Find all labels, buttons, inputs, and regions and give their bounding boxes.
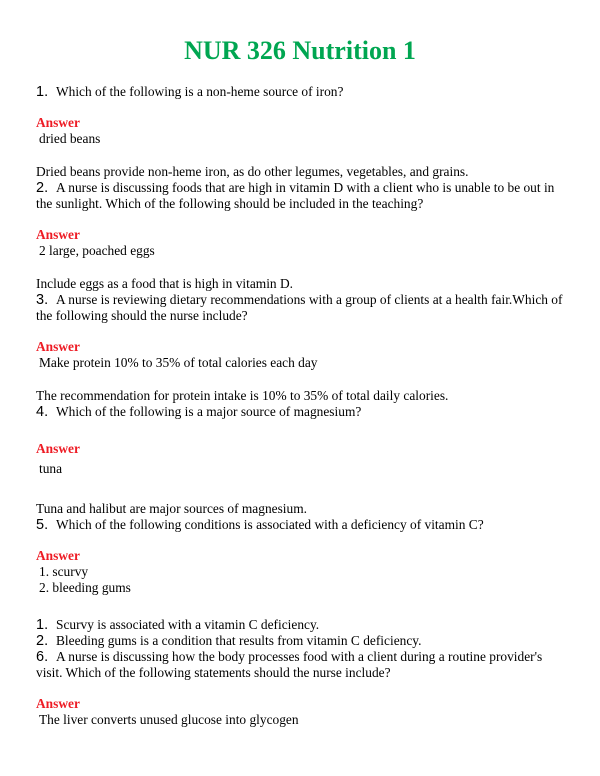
question-text: A nurse is discussing how the body processes food with a client during a routine provider's visit. Which of the following statements should the nurse include? [36, 649, 543, 680]
answer-label: Answer [36, 339, 80, 354]
answer-text: dried beans [39, 131, 101, 146]
question-text: Which of the following is a major source of magnesium? [56, 404, 362, 419]
question-number: 2. [36, 180, 49, 196]
question-5 [36, 517, 572, 533]
answer-label: Answer [36, 115, 80, 130]
question-block-5 [36, 517, 572, 649]
question-text: Which of the following is a non-heme source of iron? [56, 84, 344, 99]
answer-label: Answer [36, 441, 80, 456]
answer-text: 2 large, poached eggs [39, 243, 155, 258]
answer-label: Answer [36, 696, 80, 711]
explanation: Dried beans provide non-heme iron, as do other legumes, vegetables, and grains. [36, 164, 469, 179]
list-number: 1. [36, 617, 49, 633]
question-text: A nurse is discussing foods that are high in vitamin D with a client who is unable to be out in the sunlight. Which of the following should be included in the teaching? [36, 180, 555, 211]
question-number: 6. [36, 649, 49, 665]
question-text: Which of the following conditions is associated with a deficiency of vitamin C? [56, 517, 484, 532]
question-block-1 [36, 84, 572, 180]
explanation: The recommendation for protein intake is 10% to 35% of total daily calories. [36, 388, 449, 403]
question-number: 1. [36, 84, 49, 100]
question-block-3 [36, 292, 572, 404]
answer-label: Answer [36, 227, 80, 242]
answer-label: Answer [36, 548, 80, 563]
explanation-list [36, 617, 572, 649]
question-4 [36, 404, 572, 420]
list-item [36, 633, 572, 649]
question-text: A nurse is reviewing dietary recommendations with a group of clients at a health fair.Which of the following should the nurse include? [36, 292, 563, 323]
explanation: Scurvy is associated with a vitamin C deficiency. [56, 617, 320, 632]
answer-text: The liver converts unused glucose into glycogen [39, 712, 299, 727]
question-block-6 [36, 649, 572, 728]
explanation: Include eggs as a food that is high in vitamin D. [36, 276, 293, 291]
question-number: 4. [36, 404, 49, 420]
answer-text: Make protein 10% to 35% of total calories each day [39, 355, 318, 370]
explanation: Tuna and halibut are major sources of magnesium. [36, 501, 307, 516]
question-number: 3. [36, 292, 49, 308]
question-block-2 [36, 180, 572, 292]
answer-text: 1. scurvy [39, 564, 89, 579]
question-6 [36, 649, 572, 681]
list-item [36, 617, 572, 633]
question-1 [36, 84, 572, 100]
question-2 [36, 180, 572, 212]
question-block-4 [36, 404, 572, 517]
explanation: Bleeding gums is a condition that results from vitamin C deficiency. [56, 633, 422, 648]
answer-text: 2. bleeding gums [39, 580, 131, 595]
page-title: NUR 326 Nutrition 1 [184, 36, 416, 65]
question-3 [36, 292, 572, 324]
question-number: 5. [36, 517, 49, 533]
list-number: 2. [36, 633, 49, 649]
document-content [36, 84, 572, 728]
answer-text: tuna [39, 461, 63, 476]
